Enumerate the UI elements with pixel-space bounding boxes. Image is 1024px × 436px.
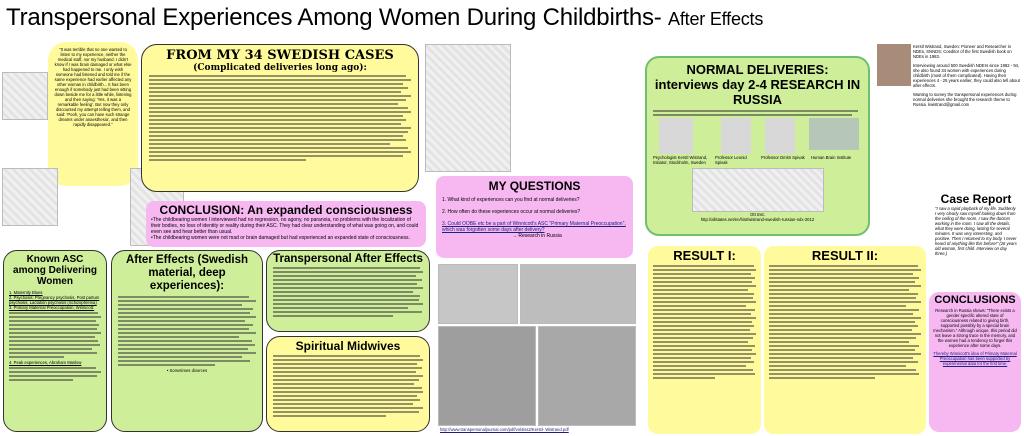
author-bio-intro: Kerstl Wistrand, Sweden: Pioneer and Researcher in NDEs, SNNDS; Coeditor of the first Swedish book on NDEs in 1983. xyxy=(913,44,1012,59)
result1-heading: RESULT I: xyxy=(673,248,736,263)
asc-item-2: 2. Psychosis: Pregnancy psychosis, Post partum psychosis, Lactation psychosis (Schizophrenia) xyxy=(9,295,100,305)
poster-title-main: Transpersonal Experiences Among Women During Childbirths- xyxy=(6,4,662,31)
childbirth-sketch-1 xyxy=(2,72,48,120)
mother-baby-photo xyxy=(438,264,518,324)
questions-box xyxy=(436,176,633,258)
ott-institute-sketch xyxy=(692,168,824,212)
after-effects-heading: After Effects (Swedish material, deep experiences): xyxy=(125,254,249,292)
caption-institute: Human Brain Institute xyxy=(811,155,852,160)
caption-dmitri: Professor Dmitri Spivak xyxy=(761,155,805,160)
asc-item-3: 3. Primary Maternal Preoccupation, Winnicott: xyxy=(9,305,95,310)
author-portrait xyxy=(877,44,911,86)
author-bio-extra: Interviewing around 500 Swedish NDErs since 1982 - 94, she also found 34 women with experiences during childbirth (most of them complicated). Having their experiences 4 - 25 years earlier, they could also tell about after effects. xyxy=(913,63,1020,88)
questions-heading: MY QUESTIONS xyxy=(488,179,581,193)
question-2: 2. How often do these experiences occur at normal deliveries? xyxy=(442,209,581,215)
result2-heading: RESULT II: xyxy=(811,248,879,263)
transpersonal-heading: Transpersonal After Effects xyxy=(273,253,423,265)
asc-item-4: 4. Peak experiences, Abraham Maslow xyxy=(9,360,82,365)
midwives-box xyxy=(266,336,430,432)
conclusion-heading: CONCLUSION: An expanded consciousness xyxy=(159,203,413,217)
question-1: 1. What kind of experiences can you find at normal deliveries? xyxy=(442,197,580,203)
asc-maslow-body xyxy=(9,367,101,381)
swedish-cases-subheading: (Complicated deliveries long ago): xyxy=(193,63,367,73)
author-bio-closing: Wanting to survey the transpersonal experiences during normal deliveries she brought the research theme to Russia. kwistrand@gmail.com xyxy=(913,92,1017,107)
author-bio xyxy=(913,44,1021,107)
result1-box xyxy=(648,246,761,434)
delivery-room-photo-1 xyxy=(438,326,536,426)
birth-scene-sketch xyxy=(425,44,511,172)
footer-url[interactable]: http://www.transpersonaljournal.com/pdf/vol4iss2/Kerstl- Wistrand.pdf xyxy=(440,427,569,432)
asc-item-1: 1. Maternity Blues xyxy=(9,290,43,295)
case-report-box xyxy=(931,190,1021,286)
after-effects-body xyxy=(118,296,256,366)
known-asc-box xyxy=(3,250,107,432)
ott-caption: Ott Inst. xyxy=(750,212,765,217)
newborn-photo xyxy=(520,264,636,324)
conclusions-text: Research in Russia shows: "There exists a gender specific altered state of consciousness related to giving birth, supported possibly by a special brain mechanism." Although unique, this period did not leave a strong trace in the memory, and the women had a tendency to forget this experience after some days. xyxy=(933,308,1017,348)
transpersonal-body xyxy=(273,267,423,317)
after-effects-box xyxy=(111,250,263,432)
quote-box xyxy=(48,42,138,186)
poster-title xyxy=(6,4,763,32)
poster-title-suffix: After Effects xyxy=(668,9,764,29)
question-arrow-russia: → Research in Russia xyxy=(512,233,562,239)
question-3: 3. Could OOBE etc be a part of Winnicott's ASC "Primary Maternal Preoccupation", which was forgotten some days after delivery? xyxy=(442,221,626,233)
caption-leonid: Professor Leonid Spivak xyxy=(715,155,747,165)
conclusions-heading: CONCLUSIONS xyxy=(934,294,1016,306)
result2-box xyxy=(764,246,926,434)
case-report-text: "I saw a rapid playback of my life. Suddenly I very clearly saw myself looking down from the ceiling of the room. I saw the doctors working in the room. I saw all the details, what they were doing, lasting for several minutes. It was very interesting, and positive. Then I returned to my body. I never heard of anything like this before!" (26 years old woman, first child. Interview on day three.) xyxy=(935,206,1017,256)
russia-intro xyxy=(653,110,862,116)
russia-url[interactable]: http://allstates.net/en/hist/wistrand-swedish-russian-ndx-2012 xyxy=(700,217,815,222)
case-report-heading: Case Report xyxy=(940,192,1012,206)
leonid-spivak-photo xyxy=(721,118,751,154)
swedish-cases-box xyxy=(141,44,419,192)
known-asc-heading: Known ASC among Delivering Women xyxy=(13,254,97,287)
caption-psychologist: Psychologist Kerstl Wistrand, Initiator, Stockholm, Sweden xyxy=(653,155,708,165)
delivery-room-photo-2 xyxy=(538,326,636,426)
dmitri-spivak-photo xyxy=(765,118,795,154)
conclusions-link: Thereby Winnicott's idea of Primary Maternal Preoccupation has been supported by experimental data for the first time. xyxy=(933,351,1017,366)
conclusion-line-1: •The childbearing women I interviewed had no regression, no agony, no paranoia, no problems with the localization of their bodies, no loss of identity or reality during their ASC. They had clear understanding of what was going on, and could even see and hear better than usual. xyxy=(151,217,419,235)
conclusion-line-2: •The childbearing women were not mad or brain damaged but had experienced an expanded state of consciousness. xyxy=(151,235,410,241)
transpersonal-box xyxy=(266,250,430,332)
result1-body xyxy=(653,265,756,379)
russia-heading: NORMAL DELIVERIES: interviews day 2-4 RESEARCH IN RUSSIA xyxy=(654,62,861,107)
quote-text: "It was terrible that no one wanted to listen to my experience, neither the medical staff, nor my husband. I didn't know if I was brain damaged or what else had happened to me. I only wish someone had listened and told me if the same experience had earlier affected any other woman in childbirth... It has been enough if somebody just had been sitting down beside me for a little while, listening and then saying: 'Yes, it was a remarkable feeling'. But now they only discounted my attempt telling them, and said: 'Pooh, you can have such strange dreams under anaesthesia', and then rapidly disappeared." xyxy=(54,47,132,127)
conclusion-box xyxy=(146,201,426,247)
midwives-heading: Spiritual Midwives xyxy=(295,339,401,353)
asc-winnicott-body xyxy=(9,312,101,358)
result2-body xyxy=(769,265,921,379)
conclusions-box xyxy=(929,292,1021,432)
childbirth-sketch-2 xyxy=(2,168,58,226)
midwives-body xyxy=(273,355,423,417)
russia-box xyxy=(645,56,870,236)
brain-institute-photo xyxy=(809,118,859,150)
psychologist-photo xyxy=(659,118,693,154)
swedish-cases-body xyxy=(149,75,411,161)
swedish-cases-heading: FROM MY 34 SWEDISH CASES xyxy=(166,48,394,63)
after-effects-footer: • Sometimes divorces xyxy=(166,368,208,373)
